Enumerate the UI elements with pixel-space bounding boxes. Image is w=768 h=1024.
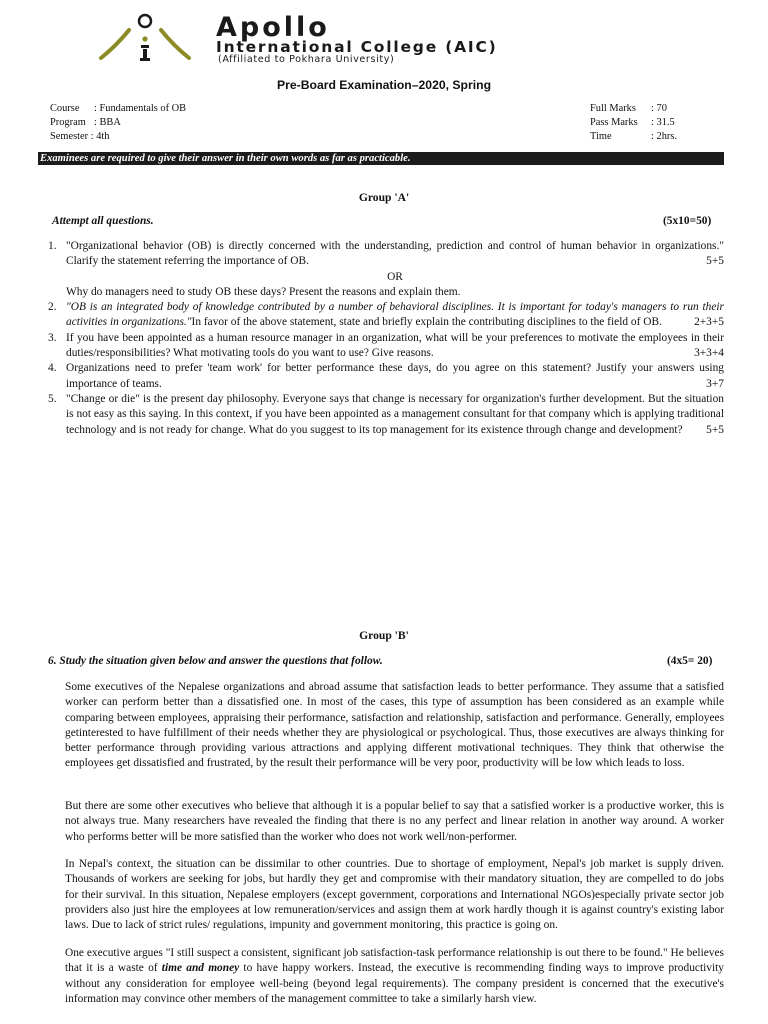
group-a-title: Group 'A' <box>358 191 410 204</box>
question-number: 5. <box>48 392 57 405</box>
group-a-marks: (5x10=50) <box>663 215 712 227</box>
question-5 <box>48 392 724 438</box>
question-quote: "OB is an integrated body of knowledge contributed by a number of behavioral disciplines. It is important for today's managers to run their activities in organizations." <box>66 301 724 329</box>
group-a-instruction: Attempt all questions. <box>52 215 154 227</box>
semester-value: : 4th <box>91 131 110 142</box>
group-b-marks: (4x5= 20) <box>667 655 713 667</box>
institution-name: Apollo <box>216 12 330 43</box>
time-value: : 2hrs. <box>651 131 677 142</box>
course-value: : Fundamentals of OB <box>94 103 186 114</box>
question-text: "Organizational behavior (OB) is directly concerned with the understanding, prediction and control of human behavior in organizations." Clarify the statement referring the importance of OB. <box>66 240 724 268</box>
question-text: Organizations need to prefer 'team work' for better performance these days, do you agree on this statement? Justify your answers using importance of teams. <box>66 362 724 390</box>
program-label: Program <box>50 117 86 128</box>
pass-marks-value: : 31.5 <box>651 117 675 128</box>
question-marks: 3+3+4 <box>694 347 724 360</box>
question-alternative: Why do managers need to study OB these days? Present the reasons and explain them. <box>66 285 461 298</box>
exam-info-right <box>590 102 677 144</box>
pass-marks-label: Pass Marks <box>590 117 638 128</box>
question-1 <box>48 239 724 300</box>
time-label: Time <box>590 131 612 142</box>
case-paragraph-1: Some executives of the Nepalese organizations and abroad assume that satisfaction leads to better performance. They assume that a satisfied worker can perform better than a dissatisfied one. In most of the cases, this type of assumption has been considered as an example while comparing between employees, appraising their performance, satisfaction and relationship, satisfaction and performance. Generally, employees getinterested to have fulfillment of their needs whether they are physiological or psychological. Thus, those executives are always thinking for better performance through providing various attractions and applying different motivational techniques. They think that otherwise the employees get dissatisfied and frustrated, by the result their performance will be very poor, productivity will be low which leads to loss. <box>65 681 724 770</box>
case-paragraph-2: But there are some other executives who believe that although it is a popular belief to say that a satisfied worker is a productive worker, this is not always true. Many researchers have revealed the finding that there is no any perfect and linear relation in another way around. A worker who performs better will be more satisfied than the worker who does not work well/non-performer. <box>65 800 724 843</box>
question-marks: 3+7 <box>706 377 724 390</box>
full-marks-label: Full Marks <box>590 103 636 114</box>
course-label: Course <box>50 103 80 114</box>
case-paragraph-4 <box>65 946 724 1007</box>
question-marks: 2+3+5 <box>694 316 724 329</box>
case-paragraph-4-emphasis: time and money <box>161 962 240 975</box>
full-marks-row <box>590 102 677 116</box>
exam-info-left <box>50 102 186 144</box>
case-paragraph-4-end: to have happy workers. Instead, the executive is recommending finding ways to improve productivity without any consideration for employee well-being (beyond legal requirements). The company president is concerned that the executive's information may convince other members of the management committee to take a similarly harsh view. <box>65 962 724 1005</box>
question-text: If you have been appointed as a human resource manager in an organization, what will be your preferences to motivate the employees in their duties/responsibilities? What motivating tools do you want to use? Give reasons. <box>66 331 724 360</box>
exam-title: Pre-Board Examination–2020, Spring <box>276 78 492 92</box>
group-b-title: Group 'B' <box>359 629 409 642</box>
case-paragraph-3: In Nepal's context, the situation can be dissimilar to other countries. Due to shortage of employment, Nepal's job market is supply driven. Thousands of workers are seeking for jobs, but hardly they get and compromise with their mandatory situation, they are compelled to do jobs for their survival. In this situation, Nepalese employers (except government, corporations and International NGOs)especially private sector job providers also just hire the employees at low remuneration/services and assign them at work hardly though it is against country's existing labor laws. Due to lack of strict rules/ regulations, impunity and government monitoring, this practice is going on. <box>65 858 724 932</box>
question-3 <box>48 331 724 362</box>
program-value: : BBA <box>94 117 121 128</box>
question-text: In favor of the above statement, state and briefly explain the contributing disciplines to the field of OB. <box>191 316 662 329</box>
question-text: "Change or die" is the present day philosophy. Everyone says that change is necessary for organization's further development. But the situation is not easy as this saying. In this context, if you have been appointed as a management consultant for that company which is applying traditional technology and is not ready for change. What do you suggest to its top management for its existence through change and development? <box>66 392 724 436</box>
question-number: 2. <box>48 301 57 314</box>
time-row <box>590 130 677 144</box>
question-4 <box>48 361 724 392</box>
institution-affiliation: (Affiliated to Pokhara University) <box>218 54 395 65</box>
group-b-instruction: 6. Study the situation given below and answer the questions that follow. <box>48 655 383 667</box>
program-row <box>50 116 186 130</box>
semester-label: Semester <box>50 131 89 142</box>
question-number: 4. <box>48 362 57 375</box>
question-marks: 5+5 <box>706 255 724 268</box>
full-marks-value: : 70 <box>651 103 667 114</box>
institution-subtitle: International College (AIC) <box>216 38 498 56</box>
question-marks: 5+5 <box>706 423 724 436</box>
course-row <box>50 102 186 116</box>
question-2 <box>48 300 724 331</box>
semester-row <box>50 130 186 144</box>
pass-marks-row <box>590 116 677 130</box>
or-separator: OR <box>387 270 403 283</box>
instruction-bar: Examinees are required to give their answer in their own words as far as practicable. <box>38 152 724 165</box>
question-list <box>48 239 724 438</box>
case-paragraph-4-start: One executive argues "I still suspect a consistent, significant job satisfaction-task performance relationship is out there to be found." He believes that it is a waste of <box>65 947 724 975</box>
question-number: 1. <box>48 240 57 252</box>
apollo-logo-icon <box>97 12 193 64</box>
question-number: 3. <box>48 331 57 344</box>
